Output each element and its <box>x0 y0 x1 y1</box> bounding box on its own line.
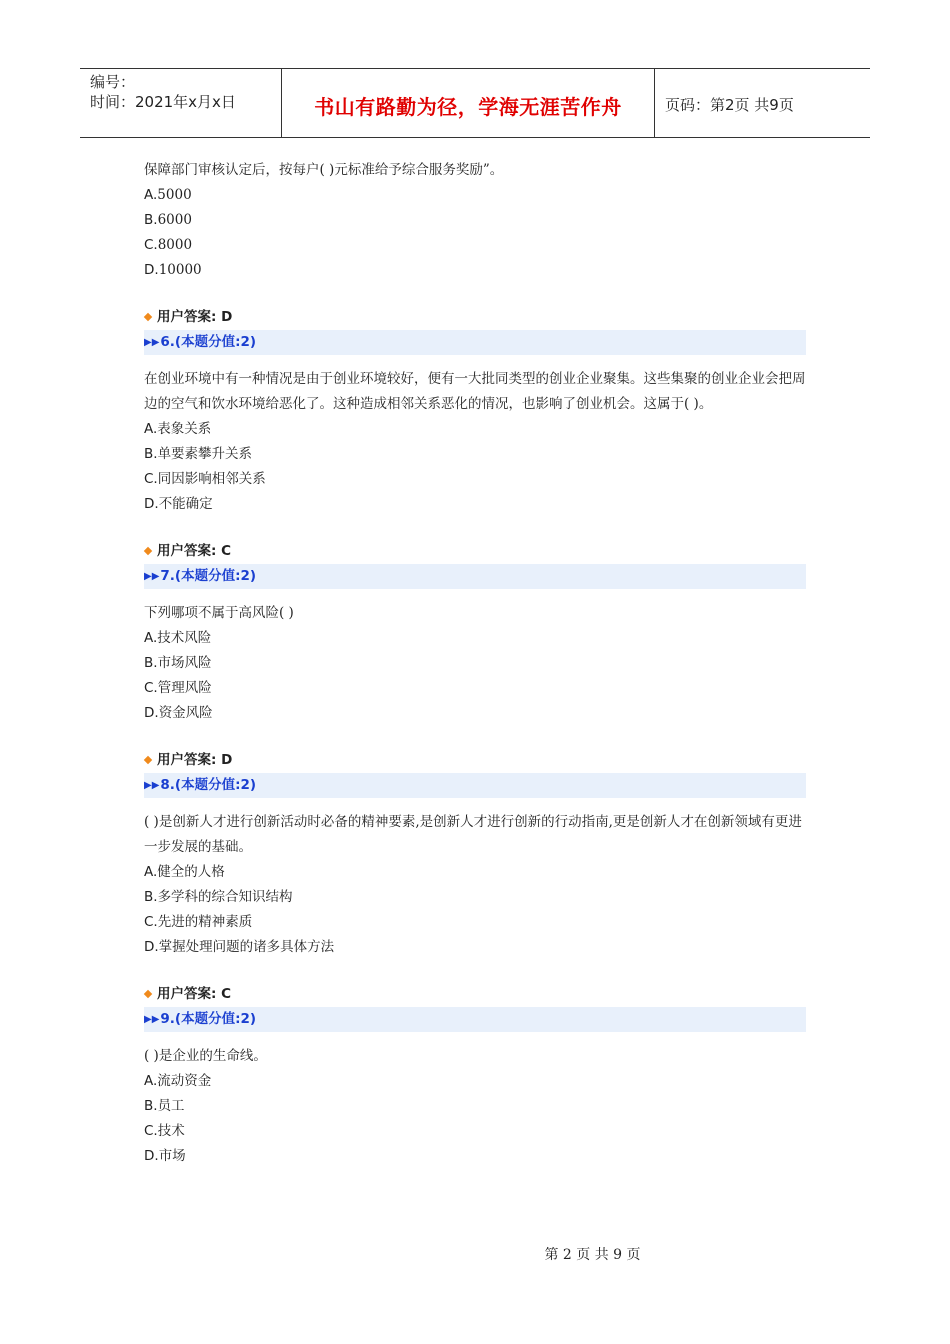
double-arrow-icon: ▶▶ <box>144 571 160 582</box>
option-a[interactable]: A.表象关系 <box>144 421 212 437</box>
option-c[interactable]: C.技术 <box>144 1123 185 1139</box>
option-d[interactable]: D.市场 <box>144 1148 186 1164</box>
option-a[interactable]: A.技术风险 <box>144 630 212 646</box>
option-c[interactable]: C.同因影响相邻关系 <box>144 471 266 487</box>
option-b[interactable]: B.6000 <box>144 212 192 228</box>
page-header <box>80 68 870 138</box>
option-d[interactable]: D.掌握处理问题的诸多具体方法 <box>144 939 335 955</box>
user-answer: 用户答案: D <box>144 748 814 773</box>
option-a[interactable]: A.流动资金 <box>144 1073 212 1089</box>
question-text-6: 在创业环境中有一种情况是由于创业环境较好，便有一大批同类型的创业企业聚集。这些集聚的创业企业会把周边的空气和饮水环境给恶化了。这种造成相邻关系恶化的情况，也影响了创业机会。这属于( )。 <box>144 371 806 412</box>
header-motto-cell <box>282 69 655 137</box>
user-answer: 用户答案: C <box>144 539 814 564</box>
diamond-icon <box>144 546 152 554</box>
option-c[interactable]: C.8000 <box>144 237 193 253</box>
option-d[interactable]: D.10000 <box>144 262 202 278</box>
question-text-7: 下列哪项不属于高风险( ) <box>144 605 294 621</box>
option-b[interactable]: B.市场风险 <box>144 655 212 671</box>
motto: 书山有路勤为径，学海无涯苦作舟 <box>314 95 622 119</box>
option-c[interactable]: C.管理风险 <box>144 680 212 696</box>
question-header-9: ▶▶9.(本题分值:2) <box>144 1007 806 1032</box>
question-text-8: ( )是创新人才进行创新活动时必备的精神要素,是创新人才进行创新的行动指南,更是创新人才在创新领域有更进一步发展的基础。 <box>144 814 802 855</box>
double-arrow-icon: ▶▶ <box>144 337 160 348</box>
question-header-8: ▶▶8.(本题分值:2) <box>144 773 806 798</box>
option-b[interactable]: B.单要素攀升关系 <box>144 446 253 462</box>
option-d[interactable]: D.不能确定 <box>144 496 213 512</box>
date-label: 时间：2021年x月x日 <box>90 93 236 111</box>
option-b[interactable]: B.员工 <box>144 1098 185 1114</box>
option-a[interactable]: A.5000 <box>144 187 192 203</box>
page-indicator: 页码：第2页 共9页 <box>665 96 794 114</box>
header-page-cell <box>655 69 870 137</box>
question-text-9: ( )是企业的生命线。 <box>144 1048 267 1064</box>
number-label: 编号： <box>90 73 136 91</box>
option-a[interactable]: A.健全的人格 <box>144 864 225 880</box>
page-footer: 第 2 页 共 9 页 <box>544 1247 641 1263</box>
double-arrow-icon: ▶▶ <box>144 780 160 791</box>
option-b[interactable]: B.多学科的综合知识结构 <box>144 889 293 905</box>
double-arrow-icon: ▶▶ <box>144 1014 160 1025</box>
question-list <box>144 158 814 1169</box>
diamond-icon <box>144 755 152 763</box>
question-continuation: 保障部门审核认定后，按每户( )元标准给予综合服务奖励”。 <box>144 162 504 178</box>
user-answer: 用户答案: C <box>144 982 814 1007</box>
user-answer: 用户答案: D <box>144 305 814 330</box>
header-info-cell <box>80 69 282 137</box>
diamond-icon <box>144 312 152 320</box>
diamond-icon <box>144 989 152 997</box>
option-d[interactable]: D.资金风险 <box>144 705 213 721</box>
option-c[interactable]: C.先进的精神素质 <box>144 914 253 930</box>
question-header-6: ▶▶6.(本题分值:2) <box>144 330 806 355</box>
question-header-7: ▶▶7.(本题分值:2) <box>144 564 806 589</box>
